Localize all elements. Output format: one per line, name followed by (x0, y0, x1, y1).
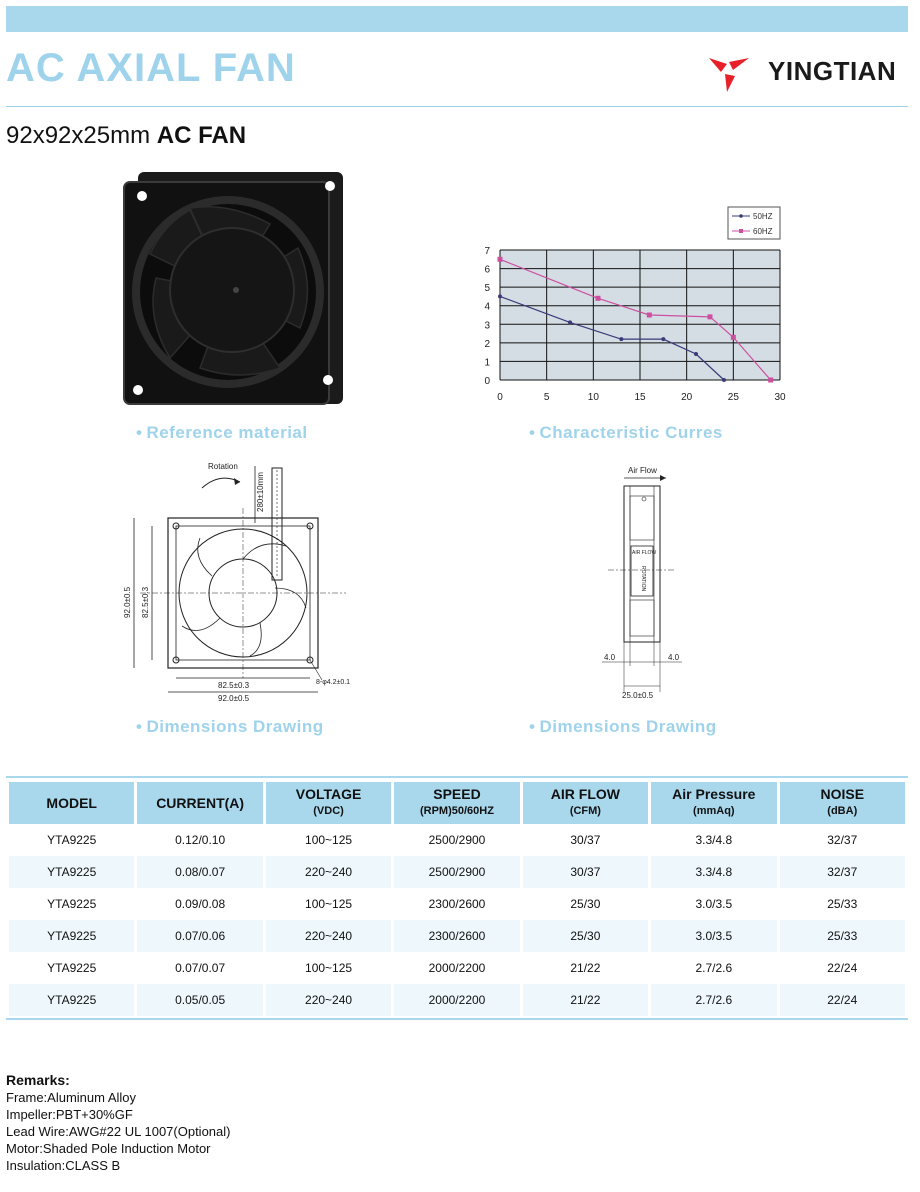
side-dimension-drawing (598, 462, 698, 702)
table-row (9, 888, 905, 920)
header-speed (394, 782, 519, 824)
cell-pressure: 3.0/3.5 (651, 920, 776, 952)
cell-speed: 2300/2600 (394, 920, 519, 952)
cell-noise: 25/33 (780, 920, 905, 952)
y-tick-label: 1 (484, 357, 490, 369)
bullet-icon: • (136, 423, 143, 442)
data-point-60hz (498, 257, 503, 262)
cell-noise: 32/37 (780, 856, 905, 888)
bullet-icon: • (529, 717, 536, 736)
cell-airflow: 25/30 (523, 920, 648, 952)
cell-current: 0.09/0.08 (175, 897, 226, 911)
x-tick-label: 5 (543, 392, 550, 403)
data-point-50hz (619, 337, 623, 341)
caption-curves (529, 423, 723, 443)
header-noise-main: NOISE (820, 786, 865, 802)
cell-model: YTA9225 (9, 856, 134, 888)
rotation-label: Rotation (208, 462, 238, 471)
header-voltage-sub: (VDC) (313, 805, 344, 817)
cell-pressure: 3.3/4.8 (695, 833, 733, 847)
legend-60hz-marker (739, 229, 743, 233)
cell-pressure: 3.0/3.5 (695, 897, 733, 911)
data-point-60hz (768, 378, 773, 383)
header-pressure-sub: (mmAq) (693, 805, 735, 817)
holes-label: 8-φ4.2±0.1 (316, 679, 351, 686)
caption-dimensions-front (136, 717, 324, 737)
header-airflow-sub: (CFM) (569, 805, 601, 817)
header-voltage (266, 782, 391, 824)
legend-50hz-marker (739, 214, 743, 218)
remark-line: Insulation:CLASS B (6, 1158, 121, 1173)
table-row (9, 920, 905, 952)
bullet-icon: • (529, 423, 536, 442)
cell-speed: 2500/2900 (394, 856, 519, 888)
cell-noise: 22/24 (827, 961, 858, 975)
cell-voltage: 100~125 (305, 833, 353, 847)
side-airflow-text: AIR FLOW (632, 550, 657, 556)
header-pressure (651, 782, 776, 824)
airflow-label: Air Flow (628, 466, 657, 475)
data-point-60hz (647, 313, 652, 318)
side-right-dim: 4.0 (668, 653, 680, 662)
cell-current: 0.12/0.10 (175, 833, 226, 847)
cell-model: YTA9225 (47, 897, 97, 911)
caption-reference-text: Reference material (146, 423, 308, 442)
remarks-title: Remarks: (6, 1072, 70, 1088)
cell-airflow: 30/37 (570, 833, 601, 847)
cell-voltage: 220~240 (266, 920, 391, 952)
table-row (9, 824, 905, 856)
y-tick-label: 4 (484, 301, 490, 313)
product-size: 92x92x25mm (6, 122, 151, 149)
header-model-main: MODEL (46, 794, 97, 811)
cell-speed: 2300/2600 (428, 897, 486, 911)
cell-voltage: 220~240 (266, 984, 391, 1016)
header-current (137, 782, 262, 824)
cell-model: YTA9225 (9, 920, 134, 952)
product-subtitle (6, 122, 246, 150)
page-title: AC AXIAL FAN (6, 46, 296, 90)
caption-reference (136, 423, 308, 443)
cell-current: 0.07/0.06 (137, 920, 262, 952)
lead-length-label: 280±10mm (256, 472, 265, 512)
y-tick-label: 3 (484, 320, 490, 332)
chart-legend (728, 207, 780, 239)
legend-50hz-label: 50HZ (753, 212, 773, 221)
remarks (6, 1072, 230, 1174)
fan-photo (120, 168, 345, 408)
y-tick-label: 6 (484, 264, 490, 276)
height-outer-label: 92.0±0.5 (123, 586, 132, 618)
characteristic-chart (470, 200, 800, 410)
cell-airflow: 21/22 (570, 961, 601, 975)
spec-table-section (6, 776, 908, 1020)
header-divider (6, 106, 908, 107)
side-depth-dim: 25.0±0.5 (622, 691, 654, 700)
caption-dimensions-front-text: Dimensions Drawing (146, 717, 324, 736)
caption-curves-text: Characteristic Curres (539, 423, 723, 442)
data-point-60hz (596, 296, 601, 301)
width-outer-label: 92.0±0.5 (218, 694, 250, 703)
cell-speed: 2500/2900 (428, 833, 486, 847)
product-type: AC FAN (156, 122, 247, 149)
y-tick-label: 5 (484, 283, 490, 295)
cell-noise: 32/37 (827, 833, 858, 847)
cell-current: 0.07/0.07 (175, 961, 226, 975)
cell-current: 0.05/0.05 (137, 984, 262, 1016)
header-noise (780, 782, 905, 824)
table-row (9, 984, 905, 1016)
cell-voltage: 100~125 (305, 961, 353, 975)
header-current-main: CURRENT(A) (156, 794, 245, 811)
brand-logo-icon (707, 50, 751, 94)
header-speed-sub: (RPM)50/60HZ (419, 805, 494, 817)
data-point-50hz (498, 294, 502, 298)
data-point-60hz (708, 314, 713, 319)
y-tick-label: 7 (484, 246, 490, 257)
cell-speed: 2000/2200 (428, 961, 486, 975)
spec-table (6, 782, 908, 1016)
legend-60hz-label: 60HZ (753, 227, 773, 236)
data-point-50hz (694, 352, 698, 356)
side-rotation-text: ROTATION (640, 566, 646, 592)
data-point-50hz (661, 337, 665, 341)
y-tick-label: 2 (484, 338, 490, 350)
header-speed-main: SPEED (433, 786, 481, 802)
cell-pressure: 3.3/4.8 (651, 856, 776, 888)
brand-name: YINGTIAN (768, 56, 897, 86)
remark-line: Frame:Aluminum Alloy (6, 1090, 137, 1105)
x-tick-label: 20 (681, 392, 693, 403)
width-inner-label: 82.5±0.3 (218, 681, 250, 690)
table-row (9, 856, 905, 888)
cell-airflow: 30/37 (523, 856, 648, 888)
header-voltage-main: VOLTAGE (295, 786, 362, 802)
caption-dimensions-side (529, 717, 717, 737)
side-left-dim: 4.0 (604, 653, 616, 662)
x-tick-label: 25 (727, 392, 739, 403)
top-banner (6, 6, 908, 32)
header-airflow (523, 782, 648, 824)
x-tick-label: 10 (587, 392, 599, 403)
cell-model: YTA9225 (47, 961, 97, 975)
header-pressure-main: Air Pressure (672, 786, 756, 802)
header-airflow-main: AIR FLOW (550, 786, 620, 802)
header-model (9, 782, 134, 824)
remark-line: Impeller:PBT+30%GF (6, 1107, 133, 1122)
table-top-rule (6, 776, 908, 778)
cell-current: 0.08/0.07 (137, 856, 262, 888)
front-dimension-drawing (110, 458, 370, 703)
data-point-50hz (722, 378, 726, 382)
remark-line: Lead Wire:AWG#22 UL 1007(Optional) (6, 1124, 231, 1139)
cell-voltage: 220~240 (266, 856, 391, 888)
cell-noise: 25/33 (827, 897, 858, 911)
height-inner-label: 82.5±0.3 (141, 586, 150, 618)
x-tick-label: 0 (497, 392, 503, 403)
table-row (9, 952, 905, 984)
remark-line: Motor:Shaded Pole Induction Motor (6, 1141, 211, 1156)
cell-model: YTA9225 (9, 984, 134, 1016)
table-bottom-rule (6, 1018, 908, 1020)
cell-noise: 22/24 (780, 984, 905, 1016)
cell-airflow: 21/22 (523, 984, 648, 1016)
header-noise-sub: (dBA) (827, 805, 858, 817)
data-point-60hz (731, 335, 736, 340)
bullet-icon: • (136, 717, 143, 736)
table-header-row (9, 782, 905, 824)
cell-model: YTA9225 (47, 833, 97, 847)
x-tick-label: 30 (774, 392, 786, 403)
y-tick-label: 0 (484, 376, 490, 387)
cell-airflow: 25/30 (570, 897, 601, 911)
cell-pressure: 2.7/2.6 (651, 984, 776, 1016)
cell-speed: 2000/2200 (394, 984, 519, 1016)
x-tick-label: 15 (634, 392, 646, 403)
data-point-50hz (568, 320, 572, 324)
cell-pressure: 2.7/2.6 (695, 961, 733, 975)
cell-voltage: 100~125 (305, 897, 353, 911)
caption-dimensions-side-text: Dimensions Drawing (539, 717, 717, 736)
